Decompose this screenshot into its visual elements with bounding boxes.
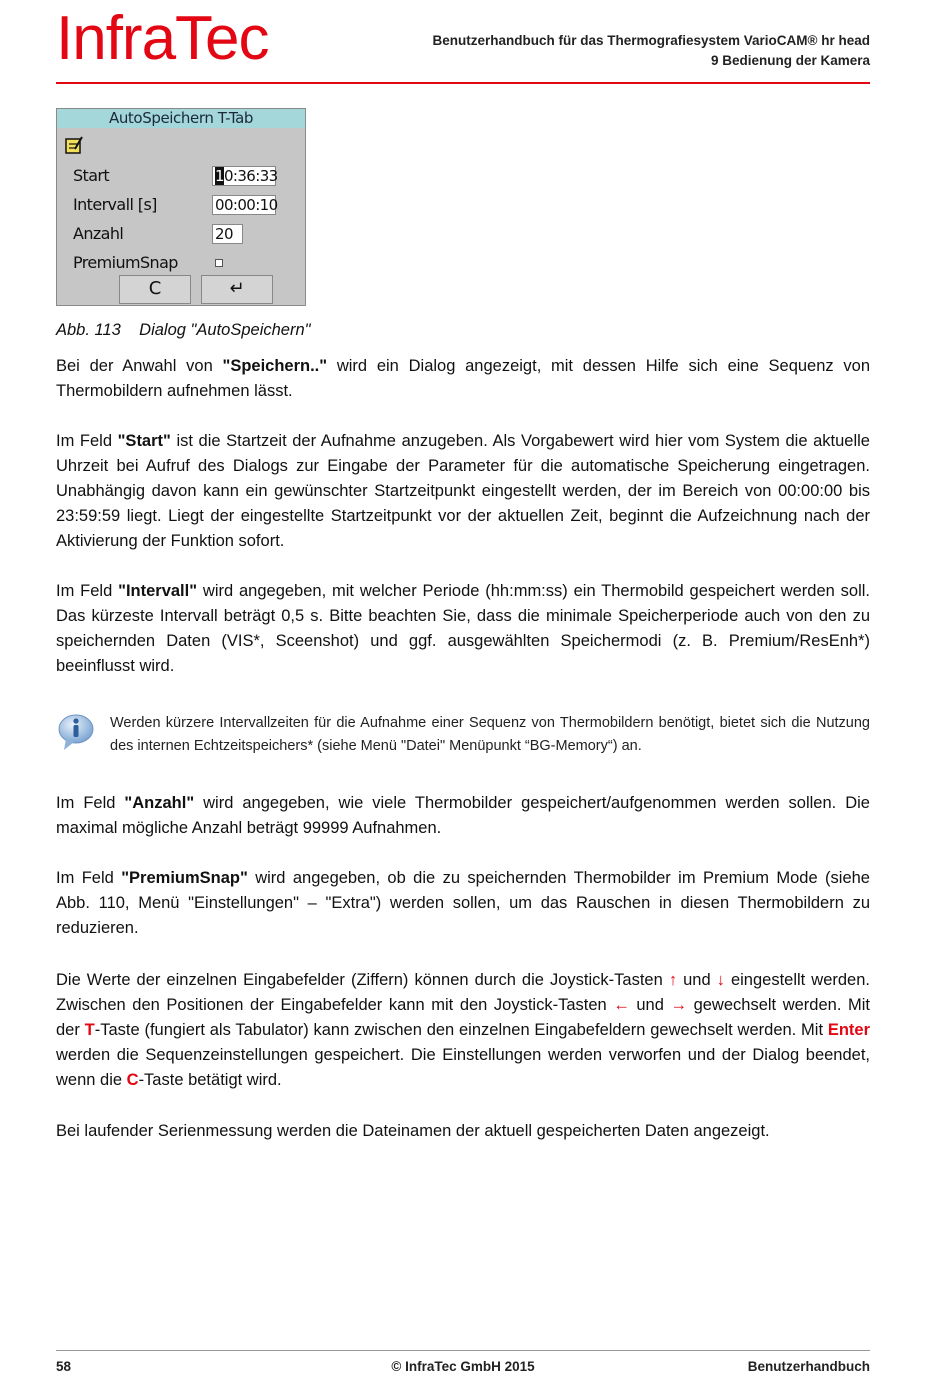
p4-text: Im Feld [56, 794, 125, 812]
figure-caption: Abb. 113 Dialog "AutoSpeichern" [56, 321, 311, 339]
p6-text-3: eingestellt werden. Zwischen den Positionen der Eingabefelder kann mit den Joystick-Tasten [56, 971, 870, 1014]
start-field-cursor-digit: 1 [215, 167, 224, 185]
p3-text: Im Feld [56, 582, 119, 600]
header-divider [56, 82, 870, 84]
start-field[interactable] [212, 166, 276, 186]
intervall-field[interactable]: 00:00:10 [212, 195, 276, 215]
page-number: 58 [56, 1359, 72, 1374]
arrow-left-icon: ← [613, 996, 630, 1014]
autospeichern-dialog-figure [56, 108, 306, 306]
p6-text-7: werden die Sequenzeinstellungen gespeichert. Die Einstellungen werden verworfen und der Dialog beendet, wenn die [56, 1046, 870, 1089]
page-header [432, 31, 870, 71]
paragraph-anzahl [56, 791, 870, 841]
header-chapter: 9 Bedienung der Kamera [710, 53, 870, 68]
paragraph-start [56, 429, 870, 554]
paragraph-joystick [56, 968, 870, 1093]
infratec-logo: InfraTec [56, 4, 269, 73]
p5-text: Im Feld [56, 869, 122, 887]
anzahl-label: Anzahl [73, 224, 124, 243]
p2-bold: "Start" [117, 432, 171, 450]
paragraph-serienmessung: Bei laufender Serienmessung werden die Dateinamen der aktuell gespeicherten Daten angezeigt. [56, 1122, 770, 1140]
p1-text: Bei der Anwahl von [56, 357, 223, 375]
p5-text-2: wird angegeben, ob die zu speichernden Thermobilder im Premium Mode (siehe Abb. 110, Menü "Einstellungen" – "Extra") werden sollen, um das Rauschen in diesen Thermobildern zu reduzieren. [56, 869, 870, 937]
start-label: Start [73, 166, 110, 185]
premiumsnap-checkbox[interactable] [215, 259, 223, 267]
footer-copyright: © InfraTec GmbH 2015 [391, 1359, 535, 1374]
paragraph-intervall [56, 579, 870, 679]
key-enter: Enter [827, 1021, 870, 1039]
info-icon [56, 712, 96, 752]
p2-text-2: ist die Startzeit der Aufnahme anzugeben. Als Vorgabewert wird hier vom System die aktuelle Uhrzeit bei Aufruf des Dialogs zur Eingabe der Parameter für die automatische Speicherung eingetragen. Unabhängig davon kann ein gewünschter Startzeitpunkt eingestellt werden, der im Bereich von 00:00:00 bis 23:59:59 liegt. Liegt der eingestellte Startzeitpunkt vor der aktuellen Zeit, beginnt die Aufzeichnung nach der Aktivierung der Funktion sofort. [56, 432, 870, 550]
footer-divider [56, 1350, 870, 1351]
anzahl-field[interactable]: 20 [212, 224, 243, 244]
cancel-button[interactable]: C [119, 275, 191, 304]
p1-text-2: wird ein Dialog angezeigt, mit dessen Hilfe sich eine Sequenz von Thermobildern aufnehmen lässt. [56, 357, 870, 400]
p1-bold: "Speichern.." [222, 357, 328, 375]
paragraph-speichern [56, 354, 870, 404]
info-note: Werden kürzere Intervallzeiten für die Aufnahme einer Sequenz von Thermobildern benötigt, bietet sich die Nutzung des internen Echtzeitspeichers* (siehe Menü "Datei" Menüpunkt “BG-Memory“) an. [110, 715, 870, 754]
arrow-up-icon: ↑ [668, 971, 678, 989]
arrow-down-icon: ↓ [716, 971, 725, 989]
key-c: C [126, 1071, 139, 1089]
enter-button[interactable]: ↵ [201, 275, 273, 304]
p6-text-2: und [677, 971, 717, 989]
p5-bold: "PremiumSnap" [121, 869, 248, 887]
intervall-label: Intervall [s] [73, 195, 157, 214]
p2-text: Im Feld [56, 432, 118, 450]
p6-text-1: Die Werte der einzelnen Eingabefelder (Ziffern) können durch die Joystick-Tasten [56, 971, 669, 989]
premiumsnap-label: PremiumSnap [73, 253, 178, 272]
start-field-value: 0:36:33 [223, 167, 278, 185]
p4-text-2: wird angegeben, wie viele Thermobilder gespeichert/aufgenommen werden sollen. Die maximal mögliche Anzahl beträgt 99999 Aufnahmen. [56, 794, 870, 837]
footer-doc-title: Benutzerhandbuch [747, 1359, 870, 1374]
p6-text-4: und [629, 996, 671, 1014]
notepad-icon [64, 135, 84, 155]
p6-text-8: -Taste betätigt wird. [138, 1071, 282, 1089]
arrow-right-icon: → [670, 996, 687, 1014]
p6-text-5: gewechselt werden. Mit der [56, 996, 870, 1039]
header-title: Benutzerhandbuch für das Thermografiesystem VarioCAM® hr head [432, 33, 870, 48]
key-t: T [84, 1021, 95, 1039]
p3-bold: "Intervall" [118, 582, 198, 600]
dialog-title: AutoSpeichern T-Tab [57, 109, 305, 128]
p3-text-2: wird angegeben, mit welcher Periode (hh:mm:ss) ein Thermobild gespeichert werden soll. Das kürzeste Intervall beträgt 0,5 s. Bitte beachten Sie, dass die minimale Speicherperiode auch von den zu speichernden Daten (VIS*, Sceenshot) und ggf. ausgewählten Speichermodi (z. B. Premium/ResEnh*) beeinflusst wird. [56, 582, 870, 675]
paragraph-premiumsnap [56, 866, 870, 941]
p4-bold: "Anzahl" [124, 794, 195, 812]
p6-text-6: -Taste (fungiert als Tabulator) kann zwischen den einzelnen Eingabefeldern gewechselt werden. Mit [94, 1021, 828, 1039]
